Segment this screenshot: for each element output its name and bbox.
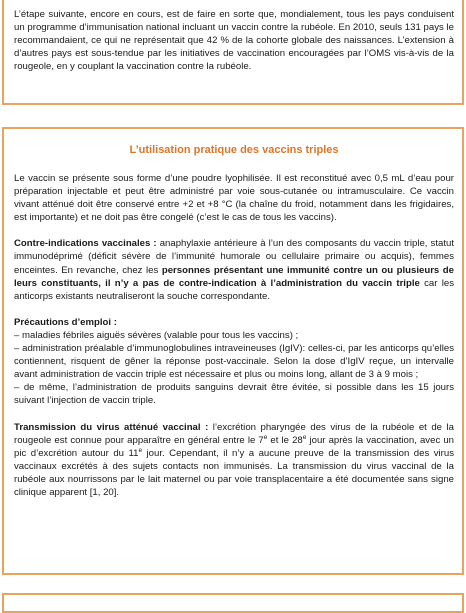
spacer <box>14 303 454 316</box>
spacer <box>14 408 454 421</box>
transmission-paragraph <box>14 421 454 500</box>
transmission-text: et le 28 <box>267 434 303 446</box>
superscript: e <box>138 446 143 454</box>
contraindications-paragraph <box>14 237 454 302</box>
box-title: L’utilisation pratique des vaccins triples <box>129 144 339 156</box>
intro-paragraph: Le vaccin se présente sous forme d’une poudre lyophilisée. Il est reconstitué avec 0,5 mL d’eau pour préparation injectable et peut être administré par voie sous-cutanée ou intramusculaire. Ce vaccin vivant atténué doit être conservé entre +2 et +8 °C (la chaîne du froid, notamment dans les frigidaires, est importante) et ne doit pas être congelé (c’est le cas de tous les vaccins). <box>14 173 454 224</box>
contraindications-text-b: car les anticorps existants neutraliseront la souche correspondante. <box>14 277 454 302</box>
top-paragraph: L’étape suivante, encore en cours, est de faire en sorte que, mondialement, tous les pays conduisent un programme d’immunisation national incluant un vaccin contre la rubéole. En 2010, seuls 131 pays le recommandaient, ce qui ne représentait que 42 % de la cohorte globale des naissances. L’extension à d’autres pays est sous-tendue par les initiatives de vaccination encouragées par l’OMS vis-à-vis de la rougeole, en y couplant la vaccination contre la rubéole. <box>14 9 454 73</box>
spacer <box>14 224 454 237</box>
transmission-text: jour. Cependant, il n’y a aucune preuve de la transmission des virus vaccinaux excrétés à des sujets contacts non immunisés. La transmission du virus vaccinal de la rubéole aux nourrissons par le lait maternel ou par voie transplacentaire a été documentée sans signe clinique apparent [1, 20]. <box>14 447 455 498</box>
precaution-item: – maladies fébriles aiguës sévères (valable pour tous les vaccins) ; <box>14 329 299 341</box>
contraindications-emphasis: personnes présentant une immunité contre un ou plusieurs de leurs constituants, il n’y a pas de contre-indication à l’administration du vaccin triple <box>14 264 454 289</box>
precautions-label: Précautions d’emploi : <box>14 316 117 328</box>
contraindications-label: Contre-indications vaccinales : <box>14 238 157 250</box>
precaution-item: – de même, l’administration de produits sanguins devrait être évitée, si possible dans les 15 jours suivant l’injection de vaccin triple. <box>14 382 454 407</box>
precaution-item: – administration préalable d’immunoglobulines intraveineuses (IgIV): celles-ci, par les anticorps qu’elles contiennent, risquent de gêner la réponse post-vaccinale. Selon la dose d’IgIV reçue, un intervalle avant administration de vaccin triple est nécessaire et plus ou moins long, allant de 3 à 9 mois ; <box>14 343 454 381</box>
transmission-label: Transmission du virus atténué vaccinal : <box>14 421 209 433</box>
superscript: e <box>263 433 268 441</box>
precautions-block <box>14 316 454 408</box>
top-text-box <box>2 0 464 105</box>
next-box-edge <box>2 593 464 613</box>
contraindications-text-a: anaphylaxie antérieure à l’un des composants du vaccin triple, statut immunodéprimé (déficit sévère de l’immunité humorale ou cellulaire primaire ou acquis), femmes enceintes. En revanche, chez les <box>14 238 454 276</box>
transmission-text: l’excrétion pharyngée des virus de la rubéole et de la rougeole est connue pour apparaître en général entre le 7 <box>14 421 454 446</box>
superscript: e <box>302 433 307 441</box>
transmission-text: jour après la vaccination, avec un pic d’excrétion autour du 11 <box>14 434 454 459</box>
triple-vaccine-box <box>2 127 464 575</box>
